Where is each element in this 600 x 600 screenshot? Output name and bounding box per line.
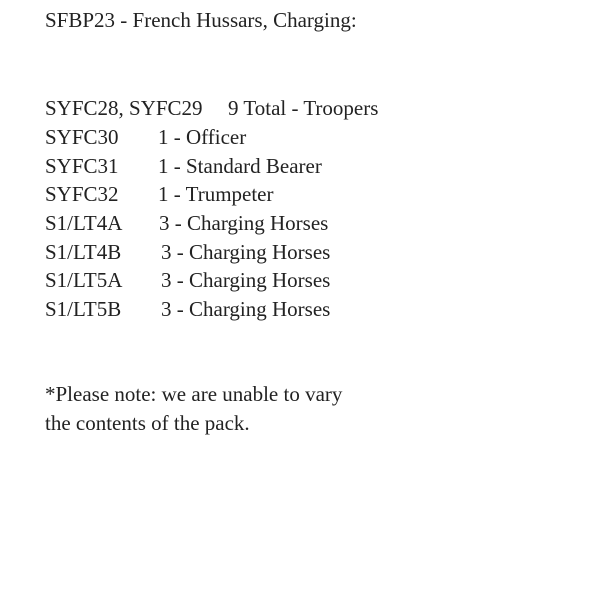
item-description: 3 - Charging Horses bbox=[159, 211, 329, 235]
item-code: SYFC32 bbox=[45, 182, 119, 206]
item-description: 1 - Officer bbox=[158, 125, 247, 149]
item-code: SYFC31 bbox=[45, 154, 119, 178]
item-description: 3 - Charging Horses bbox=[161, 268, 331, 292]
item-description: 1 - Trumpeter bbox=[158, 182, 274, 206]
item-code: S1/LT5A bbox=[45, 268, 123, 292]
item-code: S1/LT4B bbox=[45, 240, 122, 264]
item-description: 3 - Charging Horses bbox=[161, 240, 331, 264]
item-description: 1 - Standard Bearer bbox=[158, 154, 322, 178]
pack-note-line-2: the contents of the pack. bbox=[45, 411, 250, 435]
item-code: SYFC30 bbox=[45, 125, 119, 149]
pack-title: SFBP23 - French Hussars, Charging: bbox=[45, 8, 357, 32]
item-code: SYFC28, SYFC29 bbox=[45, 96, 203, 120]
pack-note-line-1: *Please note: we are unable to vary bbox=[45, 382, 343, 406]
item-description: 9 Total - Troopers bbox=[228, 96, 379, 120]
item-description: 3 - Charging Horses bbox=[161, 297, 331, 321]
item-code: S1/LT5B bbox=[45, 297, 122, 321]
item-code: S1/LT4A bbox=[45, 211, 123, 235]
